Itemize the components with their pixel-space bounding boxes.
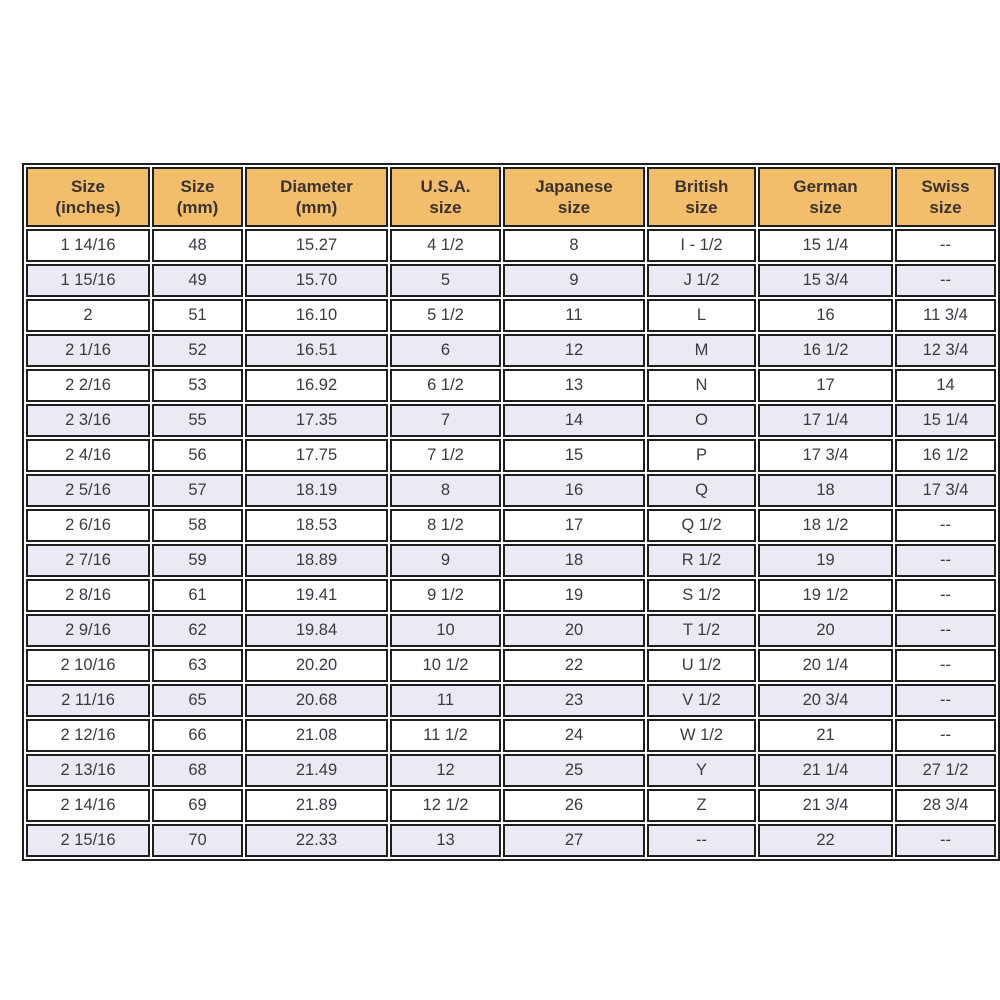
table-body [26, 229, 996, 857]
cell: 20 1/4 [758, 649, 893, 682]
ring-size-table-container [22, 163, 978, 861]
cell: 15 1/4 [758, 229, 893, 262]
column-header: British size [647, 167, 756, 227]
cell: 20 [758, 614, 893, 647]
cell: -- [895, 544, 996, 577]
cell: 17 3/4 [895, 474, 996, 507]
cell: N [647, 369, 756, 402]
cell: 2 10/16 [26, 649, 150, 682]
cell: 25 [503, 754, 645, 787]
column-header: German size [758, 167, 893, 227]
table-row [26, 264, 996, 297]
cell: Q [647, 474, 756, 507]
cell: 21.08 [245, 719, 388, 752]
cell: 18 1/2 [758, 509, 893, 542]
table-row [26, 299, 996, 332]
cell: Y [647, 754, 756, 787]
cell: U 1/2 [647, 649, 756, 682]
cell: 16.10 [245, 299, 388, 332]
cell: R 1/2 [647, 544, 756, 577]
cell: 5 [390, 264, 501, 297]
cell: -- [895, 509, 996, 542]
cell: V 1/2 [647, 684, 756, 717]
cell: 27 [503, 824, 645, 857]
cell: 19 [503, 579, 645, 612]
cell: T 1/2 [647, 614, 756, 647]
cell: 63 [152, 649, 243, 682]
cell: 2 12/16 [26, 719, 150, 752]
cell: 12 1/2 [390, 789, 501, 822]
cell: 70 [152, 824, 243, 857]
table-row [26, 404, 996, 437]
cell: 1 14/16 [26, 229, 150, 262]
table-row [26, 614, 996, 647]
cell: S 1/2 [647, 579, 756, 612]
cell: 59 [152, 544, 243, 577]
cell: 49 [152, 264, 243, 297]
cell: 19.41 [245, 579, 388, 612]
cell: 7 [390, 404, 501, 437]
cell: 10 1/2 [390, 649, 501, 682]
cell: 9 [503, 264, 645, 297]
cell: 16 1/2 [895, 439, 996, 472]
cell: 11 3/4 [895, 299, 996, 332]
cell: 15.27 [245, 229, 388, 262]
cell: 2 6/16 [26, 509, 150, 542]
table-row [26, 509, 996, 542]
cell: O [647, 404, 756, 437]
cell: 19 1/2 [758, 579, 893, 612]
cell: 20 3/4 [758, 684, 893, 717]
cell: 9 [390, 544, 501, 577]
cell: 4 1/2 [390, 229, 501, 262]
cell: 6 1/2 [390, 369, 501, 402]
cell: -- [895, 684, 996, 717]
cell: 13 [503, 369, 645, 402]
cell: 16.51 [245, 334, 388, 367]
cell: 19.84 [245, 614, 388, 647]
cell: 15 3/4 [758, 264, 893, 297]
cell: -- [895, 229, 996, 262]
cell: 2 11/16 [26, 684, 150, 717]
column-header: Diameter (mm) [245, 167, 388, 227]
cell: 24 [503, 719, 645, 752]
cell: 2 7/16 [26, 544, 150, 577]
cell: 22 [503, 649, 645, 682]
column-header: Japanese size [503, 167, 645, 227]
cell: 17 [758, 369, 893, 402]
cell: 8 [390, 474, 501, 507]
cell: 22.33 [245, 824, 388, 857]
cell: 8 [503, 229, 645, 262]
cell: 2 4/16 [26, 439, 150, 472]
cell: 53 [152, 369, 243, 402]
cell: 16 1/2 [758, 334, 893, 367]
cell: 68 [152, 754, 243, 787]
cell: 10 [390, 614, 501, 647]
cell: 12 [503, 334, 645, 367]
cell: 8 1/2 [390, 509, 501, 542]
cell: 5 1/2 [390, 299, 501, 332]
cell: 18.89 [245, 544, 388, 577]
cell: 2 9/16 [26, 614, 150, 647]
cell: 18.19 [245, 474, 388, 507]
cell: -- [647, 824, 756, 857]
cell: -- [895, 649, 996, 682]
cell: -- [895, 614, 996, 647]
cell: 21.49 [245, 754, 388, 787]
cell: 16.92 [245, 369, 388, 402]
cell: 17 1/4 [758, 404, 893, 437]
cell: 17 3/4 [758, 439, 893, 472]
table-row [26, 824, 996, 857]
cell: 7 1/2 [390, 439, 501, 472]
cell: 61 [152, 579, 243, 612]
cell: 2 14/16 [26, 789, 150, 822]
cell: 26 [503, 789, 645, 822]
cell: 13 [390, 824, 501, 857]
cell: I - 1/2 [647, 229, 756, 262]
cell: -- [895, 824, 996, 857]
column-header: U.S.A. size [390, 167, 501, 227]
cell: 2 3/16 [26, 404, 150, 437]
cell: 17.35 [245, 404, 388, 437]
table-row [26, 229, 996, 262]
cell: L [647, 299, 756, 332]
cell: 18 [758, 474, 893, 507]
cell: 2 [26, 299, 150, 332]
table-row [26, 334, 996, 367]
cell: 15.70 [245, 264, 388, 297]
table-row [26, 579, 996, 612]
cell: 21.89 [245, 789, 388, 822]
cell: 1 15/16 [26, 264, 150, 297]
cell: 16 [503, 474, 645, 507]
cell: 12 3/4 [895, 334, 996, 367]
table-row [26, 649, 996, 682]
cell: 20.20 [245, 649, 388, 682]
cell: 69 [152, 789, 243, 822]
cell: 51 [152, 299, 243, 332]
column-header: Swiss size [895, 167, 996, 227]
cell: 20.68 [245, 684, 388, 717]
cell: 11 [390, 684, 501, 717]
cell: 23 [503, 684, 645, 717]
cell: 28 3/4 [895, 789, 996, 822]
cell: -- [895, 719, 996, 752]
table-row [26, 789, 996, 822]
cell: 58 [152, 509, 243, 542]
cell: 17 [503, 509, 645, 542]
table-row [26, 369, 996, 402]
cell: 2 5/16 [26, 474, 150, 507]
cell: 14 [895, 369, 996, 402]
cell: 21 [758, 719, 893, 752]
cell: 65 [152, 684, 243, 717]
table-row [26, 544, 996, 577]
cell: 11 [503, 299, 645, 332]
cell: 17.75 [245, 439, 388, 472]
cell: 48 [152, 229, 243, 262]
cell: 12 [390, 754, 501, 787]
cell: 22 [758, 824, 893, 857]
cell: 18 [503, 544, 645, 577]
table-row [26, 439, 996, 472]
table-row [26, 754, 996, 787]
cell: 2 15/16 [26, 824, 150, 857]
ring-size-conversion-table [22, 163, 1000, 861]
cell: 62 [152, 614, 243, 647]
cell: 57 [152, 474, 243, 507]
cell: J 1/2 [647, 264, 756, 297]
column-header: Size (inches) [26, 167, 150, 227]
cell: 14 [503, 404, 645, 437]
cell: 27 1/2 [895, 754, 996, 787]
table-row [26, 474, 996, 507]
cell: 15 [503, 439, 645, 472]
cell: -- [895, 264, 996, 297]
cell: 11 1/2 [390, 719, 501, 752]
cell: 21 1/4 [758, 754, 893, 787]
cell: 6 [390, 334, 501, 367]
cell: 16 [758, 299, 893, 332]
cell: 2 13/16 [26, 754, 150, 787]
cell: 2 8/16 [26, 579, 150, 612]
cell: P [647, 439, 756, 472]
cell: 15 1/4 [895, 404, 996, 437]
cell: 52 [152, 334, 243, 367]
cell: Q 1/2 [647, 509, 756, 542]
cell: Z [647, 789, 756, 822]
cell: 2 2/16 [26, 369, 150, 402]
column-header: Size (mm) [152, 167, 243, 227]
cell: 56 [152, 439, 243, 472]
cell: 19 [758, 544, 893, 577]
cell: W 1/2 [647, 719, 756, 752]
cell: 21 3/4 [758, 789, 893, 822]
cell: 20 [503, 614, 645, 647]
table-row [26, 684, 996, 717]
cell: 66 [152, 719, 243, 752]
cell: 9 1/2 [390, 579, 501, 612]
header-row [26, 167, 996, 227]
cell: M [647, 334, 756, 367]
cell: 18.53 [245, 509, 388, 542]
cell: -- [895, 579, 996, 612]
cell: 2 1/16 [26, 334, 150, 367]
cell: 55 [152, 404, 243, 437]
table-row [26, 719, 996, 752]
